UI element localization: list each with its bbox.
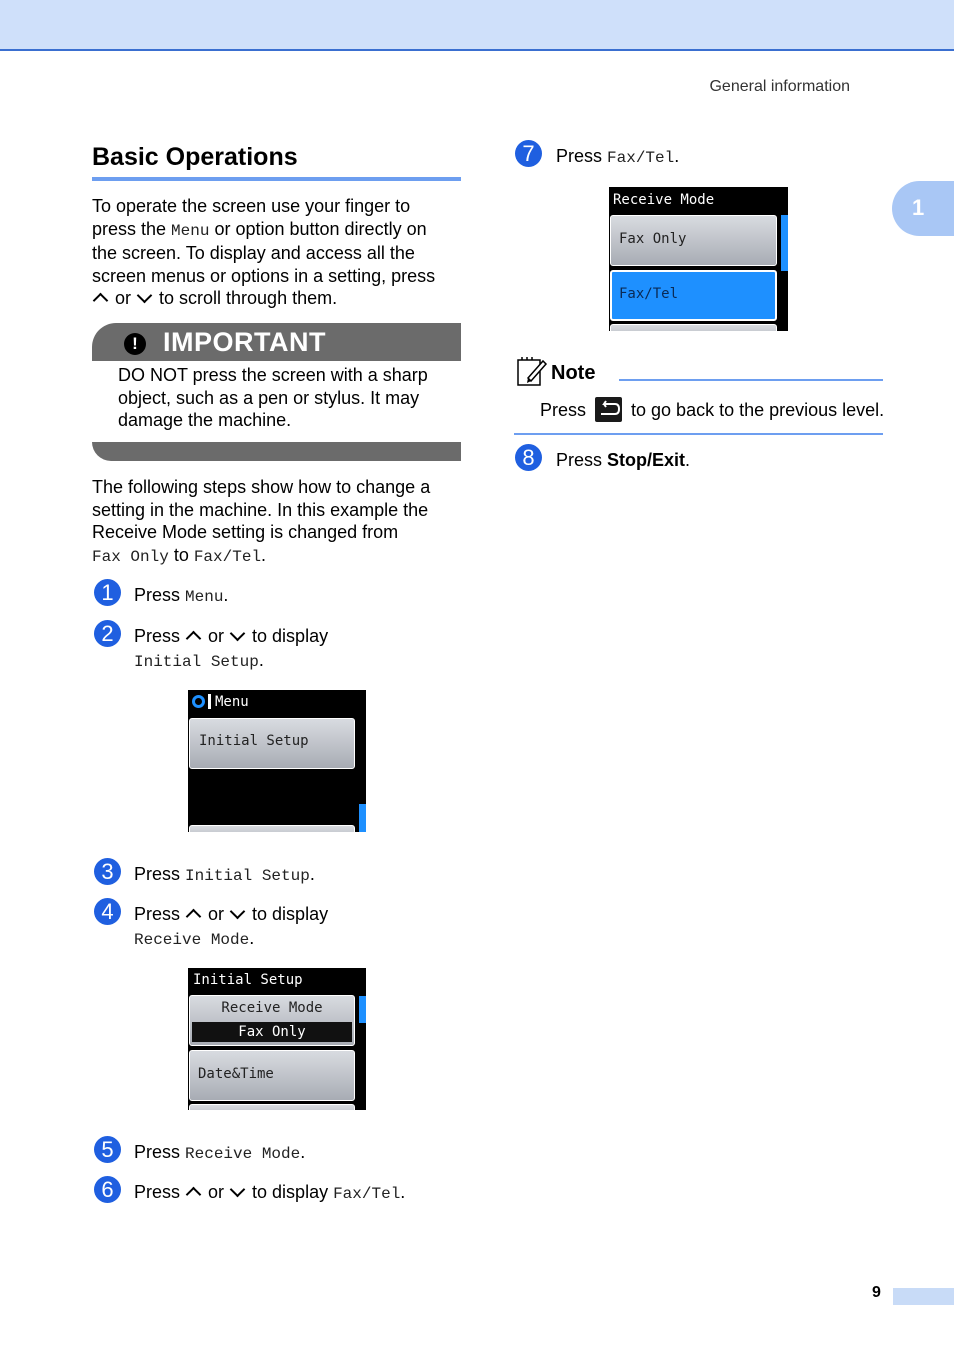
exclamation-icon: ! <box>124 333 146 355</box>
intro-line: screen menus or options in a setting, press <box>92 265 436 286</box>
text: to display <box>247 1182 334 1202</box>
important-line: object, such as a pen or stylus. It may <box>118 387 420 408</box>
important-title: IMPORTANT <box>163 327 326 357</box>
steps-intro <box>92 476 472 568</box>
lcd-next-button[interactable] <box>189 1104 355 1110</box>
important-footer-bar <box>92 442 461 461</box>
chevron-down-icon <box>137 288 153 304</box>
text: to <box>168 544 194 565</box>
text: . <box>300 1142 306 1162</box>
lcd-current-value: Fax Only <box>192 1022 352 1042</box>
section-title: Basic Operations <box>92 143 298 171</box>
steps-intro-line <box>92 544 472 569</box>
lcd-fax-only-button[interactable]: Fax Only <box>610 215 777 266</box>
text: . <box>674 146 680 166</box>
note-top-rule <box>619 379 883 381</box>
code: Fax/Tel <box>607 149 675 167</box>
chevron-up-icon <box>186 909 202 925</box>
lcd-scrollbar[interactable] <box>781 215 788 271</box>
step-7-text <box>556 144 679 170</box>
stop-exit-label: Stop/Exit <box>607 450 686 470</box>
lcd-screen-menu <box>188 690 366 832</box>
divider <box>208 694 211 709</box>
text: or <box>203 1182 230 1202</box>
intro-paragraph <box>92 195 472 310</box>
intro-line: To operate the screen use your finger to <box>92 196 411 216</box>
lcd-initial-setup-button[interactable]: Initial Setup <box>189 718 355 769</box>
chevron-up-icon <box>186 631 202 647</box>
lcd-scrollbar[interactable] <box>359 996 366 1023</box>
text: Press <box>134 1182 186 1202</box>
text: to go back to the previous level. <box>626 400 885 420</box>
code-fax-tel: Fax/Tel <box>193 547 262 566</box>
text: to display <box>247 904 329 924</box>
steps-intro-line: Receive Mode setting is changed from <box>92 522 399 542</box>
gear-icon <box>192 695 205 708</box>
page-number: 9 <box>872 1284 881 1301</box>
important-line: damage the machine. <box>118 410 292 430</box>
chapter-number: 1 <box>912 195 925 220</box>
text: to display <box>247 626 329 646</box>
step-number-8: 8 <box>515 444 542 471</box>
step-3-text <box>134 862 315 888</box>
text: or <box>110 288 137 308</box>
code: Receive Mode <box>185 1145 301 1163</box>
text: . <box>685 450 691 470</box>
step-number-2: 2 <box>94 620 121 647</box>
chevron-up-icon <box>186 1187 202 1203</box>
chevron-down-icon <box>230 626 246 642</box>
text: Press <box>134 904 186 924</box>
step-number-1: 1 <box>94 579 121 606</box>
text: or option button directly on <box>209 218 427 239</box>
note-title: Note <box>551 362 596 384</box>
text: press the <box>92 218 172 239</box>
important-line: DO NOT press the screen with a sharp <box>118 365 428 385</box>
lcd-title: Menu <box>215 694 249 710</box>
note-pencil-icon <box>516 356 548 388</box>
lcd-button-label: Receive Mode <box>221 1000 323 1016</box>
step-2-text <box>134 624 328 674</box>
note-bottom-rule <box>514 433 883 435</box>
step-number-4: 4 <box>94 898 121 925</box>
top-banner <box>0 0 954 51</box>
text: Press <box>134 585 186 605</box>
menu-code: Menu <box>171 221 210 240</box>
code: Fax/Tel <box>333 1185 401 1203</box>
lcd-screen-initial-setup <box>188 968 366 1110</box>
code: Initial Setup <box>185 867 310 885</box>
text: . <box>249 928 255 948</box>
text: Press <box>556 450 608 470</box>
note-text <box>540 397 884 422</box>
step-1-text <box>134 583 228 609</box>
steps-intro-line: The following steps show how to change a <box>92 477 431 497</box>
code: Menu <box>185 588 224 606</box>
step-number-7: 7 <box>515 140 542 167</box>
chevron-down-icon <box>230 1182 246 1198</box>
step-6-text <box>134 1180 405 1206</box>
text: Press <box>134 864 186 884</box>
text: Press <box>556 146 608 166</box>
lcd-next-button[interactable] <box>610 324 777 331</box>
intro-line <box>92 218 472 243</box>
step-8-text <box>556 448 690 472</box>
text: . <box>223 585 229 605</box>
text: or <box>203 626 230 646</box>
lcd-receive-mode-button[interactable] <box>189 995 355 1046</box>
back-arrow-icon <box>595 397 622 422</box>
code-fax-only: Fax Only <box>92 547 169 566</box>
chevron-down-icon <box>230 904 246 920</box>
code: Receive Mode <box>134 931 250 949</box>
text: or <box>203 904 230 924</box>
step-5-text <box>134 1140 305 1166</box>
lcd-title: Receive Mode <box>613 192 715 208</box>
text: . <box>400 1182 406 1202</box>
text: . <box>261 544 267 565</box>
title-underline <box>92 177 461 181</box>
text: . <box>309 864 315 884</box>
lcd-date-time-button[interactable]: Date&Time <box>189 1050 355 1101</box>
lcd-screen-receive-mode <box>609 187 788 331</box>
step-number-6: 6 <box>94 1176 121 1203</box>
intro-line <box>92 287 472 310</box>
running-header: General information <box>709 78 850 95</box>
important-text <box>118 364 468 432</box>
chevron-up-icon <box>93 293 109 309</box>
text: Press <box>134 1142 186 1162</box>
code: Initial Setup <box>134 653 259 671</box>
text: to scroll through them. <box>154 288 338 308</box>
step-number-5: 5 <box>94 1136 121 1163</box>
steps-intro-line: setting in the machine. In this example the <box>92 499 429 520</box>
intro-line: the screen. To display and access all the <box>92 243 415 263</box>
text: . <box>258 650 264 670</box>
chapter-tab <box>892 181 954 236</box>
step-number-3: 3 <box>94 858 121 885</box>
lcd-fax-tel-button[interactable]: Fax/Tel <box>610 270 777 321</box>
step-4-text <box>134 902 328 952</box>
lcd-scrollbar[interactable] <box>359 804 366 832</box>
lcd-title: Initial Setup <box>193 972 303 988</box>
text: Press <box>134 626 186 646</box>
text: Press <box>540 400 592 420</box>
footer-bar <box>893 1288 954 1305</box>
lcd-next-button[interactable] <box>189 825 355 832</box>
